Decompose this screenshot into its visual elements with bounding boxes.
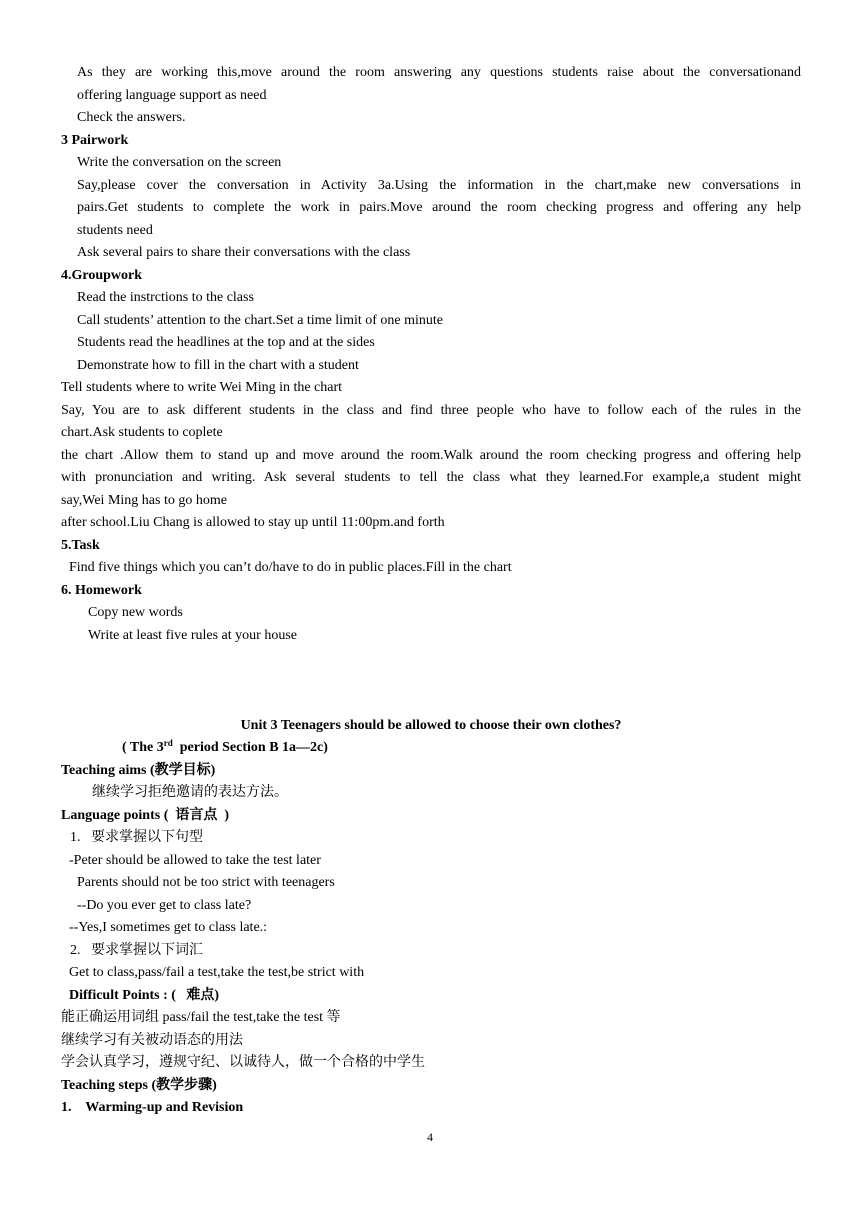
body-line: Students read the headlines at the top and at the sides [77, 335, 375, 350]
body-line: Demonstrate how to fill in the chart with a student [77, 358, 359, 373]
body-line: Say,please cover the conversation in Activity 3a.Using the information in the chart,make new conversations in [77, 178, 801, 193]
section-heading-homework: 6. Homework [61, 583, 142, 598]
body-line: the chart .Allow them to stand up and move around the room.Walk around the room checking progress and offering help [61, 448, 801, 463]
body-line: --Yes,I sometimes get to class late.: [69, 920, 268, 935]
section-heading-groupwork: 4.Groupwork [61, 268, 143, 283]
body-line: Tell students where to write Wei Ming in the chart [61, 380, 343, 395]
section-heading-teaching-steps: Teaching steps (教学步骤) [61, 1078, 217, 1093]
body-line: with pronunciation and writing. Ask several students to tell the class what they learned.For example,a student might [61, 470, 801, 485]
section-heading-language-points: Language points ( 语言点 ) [61, 808, 230, 823]
body-line: Read the instrctions to the class [77, 290, 254, 305]
body-line: 2. 要求掌握以下词汇 [70, 943, 203, 958]
period-subtitle: ( The 3rd period Section B 1a—2c) [122, 738, 328, 755]
section-heading-aims: Teaching aims (教学目标) [61, 763, 216, 778]
body-line: say,Wei Ming has to go home [61, 493, 227, 508]
unit-title: Unit 3 Teenagers should be allowed to choose their own clothes? [240, 718, 622, 733]
section-heading-warming-up: 1. Warming-up and Revision [61, 1100, 244, 1115]
body-line: --Do you ever get to class late? [77, 898, 252, 913]
body-line: Write the conversation on the screen [77, 155, 282, 170]
body-line: As they are working this,move around the room answering any questions students raise about the conversationand [77, 65, 801, 80]
body-line: Parents should not be too strict with teenagers [77, 875, 335, 890]
body-line: Write at least five rules at your house [88, 628, 297, 643]
body-line: Call students’ attention to the chart.Set a time limit of one minute [77, 313, 443, 328]
body-line: Check the answers. [77, 110, 186, 125]
body-line: after school.Liu Chang is allowed to stay up until 11:00pm.and forth [61, 515, 445, 530]
section-heading-difficult-points: Difficult Points : ( 难点) [69, 988, 220, 1003]
body-line: 继续学习拒绝邀请的表达方法。 [92, 785, 288, 800]
body-line: students need [77, 223, 153, 238]
body-line: Copy new words [88, 605, 183, 620]
page-number: 4 [427, 1130, 433, 1144]
body-line: Find five things which you can’t do/have to do in public places.Fill in the chart [69, 560, 512, 575]
body-line: 能正确运用词组 pass/fail the test,take the test 等 [61, 1010, 341, 1025]
body-line: Say, You are to ask different students in the class and find three people who have to follow each of the rules in the [61, 403, 801, 418]
body-line: 继续学习有关被动语态的用法 [61, 1033, 243, 1048]
body-line: pairs.Get students to complete the work in pairs.Move around the room checking progress and offering any help [77, 200, 801, 215]
body-line: -Peter should be allowed to take the test later [69, 853, 321, 868]
body-line: Get to class,pass/fail a test,take the test,be strict with [69, 965, 365, 980]
body-line: chart.Ask students to coplete [61, 425, 223, 440]
body-line: offering language support as need [77, 88, 267, 103]
section-heading-pairwork: 3 Pairwork [61, 133, 129, 148]
section-heading-task: 5.Task [61, 538, 100, 553]
body-line: 1. 要求掌握以下句型 [70, 830, 203, 845]
body-line: Ask several pairs to share their conversations with the class [77, 245, 411, 260]
body-line: 学会认真学习，遵规守纪、以诚待人，做一个合格的中学生 [61, 1055, 425, 1070]
